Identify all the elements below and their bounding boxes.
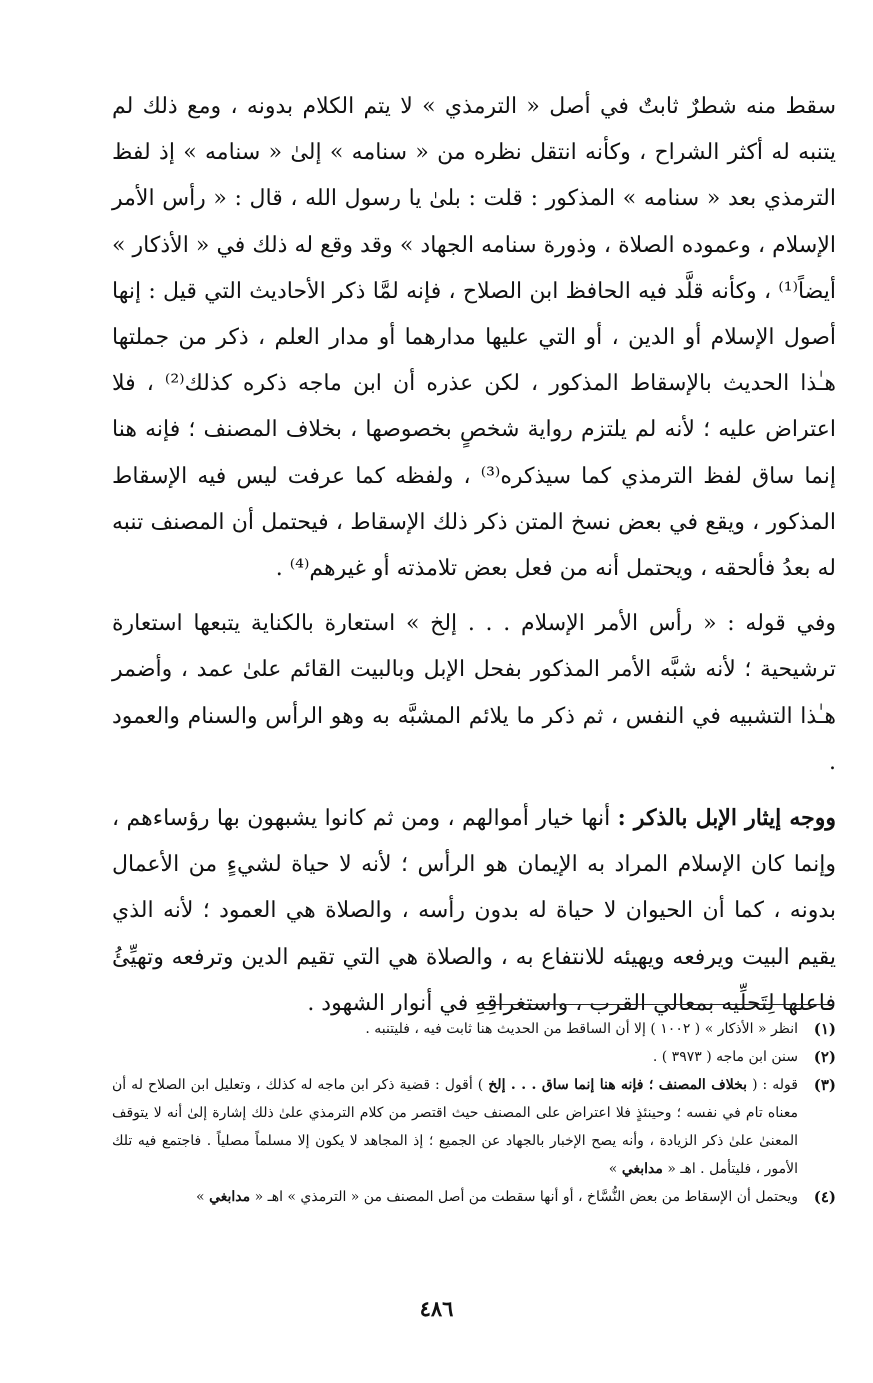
footnote-1	[112, 1015, 836, 1043]
paragraph-3	[112, 795, 836, 1027]
footnote-2	[112, 1043, 836, 1071]
footnote-4-bold-source: مدابغي	[209, 1189, 251, 1205]
footnote-3-end: »	[608, 1161, 618, 1177]
footnotes-section	[112, 1015, 836, 1211]
footnote-4-post: »	[196, 1189, 205, 1205]
footnote-4-text	[112, 1183, 798, 1211]
main-text-body	[112, 84, 836, 1027]
paragraph-3-text: أنها خيار أموالهم ، ومن ثم كانوا يشبهون بها رؤساءهم ، وإنما كان الإسلام المراد به الإيمان هو الرأس ؛ لأنه لا حياة لشيءٍ من الأعمال بدونه ، كما أن الحيوان لا حياة له بدون رأسه ، والصلاة هي العمود ؛ لأنه الذي يقيم البيت ويرفعه ويهيئه للانتفاع به ، والصلاة هي التي تقيم الدين وترفعه وتهيِّئُ فاعلها لِتَحلِّيه بمعالي القرب ، واستغراقِهِ في أنوار الشهود .	[112, 806, 836, 1016]
paragraph-3-lead: ووجه إيثار الإبل بالذكر :	[617, 805, 836, 832]
footnote-3-pre: قوله : (	[752, 1077, 798, 1093]
paragraph-2	[112, 601, 836, 786]
paragraph-1	[112, 84, 836, 592]
footnote-4-pre: ويحتمل أن الإسقاط من بعض النُّسَّاخ ، أو أنها سقطت من أصل المصنف من « الترمذي » اهـ «	[254, 1189, 798, 1205]
footnote-1-text: انظر « الأذكار » ( ١٠٠٢ ) إلا أن الساقط من الحديث هنا ثابت فيه ، فليتنبه .	[365, 1021, 798, 1037]
footnote-1-number: (١)	[813, 1020, 836, 1038]
footnote-2-text: سنن ابن ماجه ( ٣٩٧٣ ) .	[652, 1049, 798, 1065]
footnote-4-number: (٤)	[813, 1188, 836, 1206]
footnote-divider	[476, 1004, 834, 1005]
footnote-4	[112, 1183, 836, 1211]
footnote-3	[112, 1071, 836, 1183]
page-number: ٤٨٦	[419, 1296, 454, 1321]
footnote-3-bold-source: مدابغي	[621, 1161, 663, 1177]
paragraph-1-text: سقط منه شطرٌ ثابتٌ في أصل « الترمذي » لا يتم الكلام بدونه ، ومع ذلك لم يتنبه له أكثر الشراح ، وكأنه انتقل نظره من « سنامه » إلىٰ « سنامه » إذ لفظ الترمذي بعد « سنامه » المذكور : قلت : بلىٰ يا رسول الله ، قال : « رأس الأمر الإسلام ، وعموده الصلاة ، وذورة سنامه الجهاد » وقد وقع له ذلك في « الأذكار » أيضاً⁽¹⁾ ، وكأنه قلَّد فيه الحافظ ابن الصلاح ، فإنه لمَّا ذكر الأحاديث التي قيل : إنها أصول الإسلام أو الدين ، أو التي عليها مدارهما أو مدار العلم ، ذكر من جملتها هـٰذا الحديث بالإسقاط المذكور ، لكن عذره أن ابن ماجه ذكره كذلك⁽²⁾ ، فلا اعتراض عليه ؛ لأنه لم يلتزم رواية شخصٍ بخصوصها ، بخلاف المصنف ؛ فإنه هنا إنما ساق لفظ الترمذي كما سيذكره⁽³⁾ ، ولفظه كما عرفت ليس فيه الإسقاط المذكور ، ويقع في بعض نسخ المتن ذكر ذلك الإسقاط ، فيحتمل أن المصنف تنبه له بعدُ فألحقه ، ويحتمل أنه من فعل بعض تلامذته أو غيرهم⁽⁴⁾ .	[112, 94, 836, 582]
footnote-3-text	[112, 1071, 798, 1183]
footnote-2-number: (٢)	[813, 1048, 836, 1066]
paragraph-2-text: وفي قوله : « رأس الأمر الإسلام . . . إلخ » استعارة بالكناية يتبعها استعارة ترشيحية ؛ لأنه شبَّه الأمر المذكور بفحل الإبل وبالبيت القائم علىٰ عمد ، وأضمر هـٰذا التشبيه في النفس ، ثم ذكر ما يلائم المشبَّه به وهو الرأس والسنام والعمود .	[112, 611, 836, 775]
footnote-3-number: (٣)	[813, 1076, 836, 1094]
footnote-3-post: ) أقول : قضية ذكر ابن ماجه له كذلك ، وتعليل ابن الصلاح له أن معناه تام في نفسه ؛ وحينئذٍ فلا اعتراض على المصنف حيث اقتصر من كلام الترمذي علىٰ ذلك إشارة إلىٰ أنه لا يتوقف المعنىٰ علىٰ ذكر الزيادة ، وأنه يصح الإخبار بالجهاد عن الجميع ؛ إذ المجاهد لا يكون إلا مسلماً مصلياً . فاجتمع فيه تلك الأمور ، فليتأمل . اهـ «	[112, 1077, 798, 1177]
footnote-3-bold-quote: بخلاف المصنف ؛ فإنه هنا إنما ساق . . . إلخ	[488, 1077, 748, 1093]
